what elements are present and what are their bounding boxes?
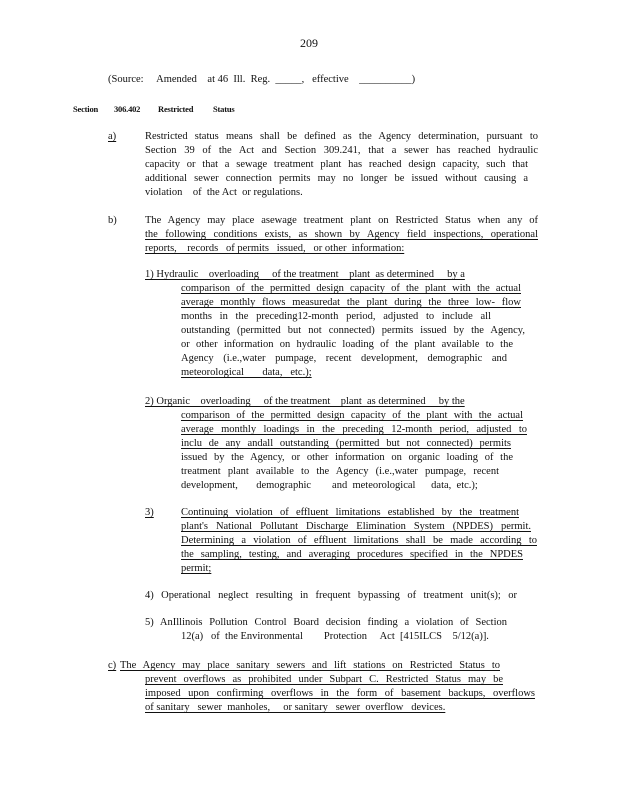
para-c-label: c) — [108, 660, 117, 671]
item-1-line: outstanding (permitted but not connected) permits issued by the Agency, — [181, 325, 525, 336]
item-3-line: the sampling, testing, and averaging procedures specified in the NPDES — [181, 549, 523, 560]
item-2-line: inclu de any andall outstanding (permitted but not connected) permits — [181, 438, 511, 449]
item-2-line: issued by the Agency, or other information on organic loading of the — [181, 452, 513, 463]
para-b-label: b) — [108, 215, 117, 226]
item-3-line: permit; — [181, 563, 212, 574]
source-note: (Source: Amended at 46 Ill. Reg. _____, effective __________) — [108, 74, 416, 85]
item-1-line: months in the preceding12-month period, adjusted to include all — [181, 311, 491, 322]
item-1-line: Agency (i.e.,water pumpage, recent development, demographic and — [181, 353, 507, 364]
para-b-line: The Agency may place asewage treatment plant on Restricted Status when any of — [145, 215, 538, 226]
section-number: 306.402 — [114, 104, 141, 114]
para-a-line: Restricted status means shall be defined as the Agency determination, pursuant to — [145, 131, 538, 142]
item-4-line: 4) Operational neglect resulting in frequent bypassing of treatment unit(s); or — [145, 590, 517, 601]
section-title-word-2: Status — [213, 104, 235, 114]
item-5-line: 12(a) of the Environmental Protection Act [415ILCS 5/12(a)]. — [181, 631, 489, 642]
item-1-line: meteorological data, etc.); — [181, 367, 312, 378]
item-3-label: 3) — [145, 507, 154, 518]
item-1-line: 1) Hydraulic overloading of the treatment plant as determined by a — [145, 269, 465, 280]
section-label: Section — [73, 104, 99, 114]
item-3-line: Determining a violation of effluent limitations shall be made according to — [181, 535, 537, 546]
para-a-line: additional sewer connection permits may no longer be issued without causing a — [145, 173, 528, 184]
para-c-line: imposed upon confirming overflows in the form of basement backups, overflows — [145, 688, 535, 699]
para-c-line: of sanitary sewer manholes, or sanitary sewer overflow devices. — [145, 702, 446, 713]
item-2-line: development, demographic and meteorological data, etc.); — [181, 480, 478, 491]
page-number: 209 — [300, 36, 318, 50]
item-5-line: 5) AnIllinois Pollution Control Board decision finding a violation of Section — [145, 617, 507, 628]
para-a-line: violation of the Act or regulations. — [145, 187, 303, 198]
para-c-line: prevent overflows as prohibited under Subpart C. Restricted Status may be — [145, 674, 503, 685]
para-c-line: The Agency may place sanitary sewers and lift stations on Restricted Status to — [120, 660, 500, 671]
para-a-line: capacity or that a sewage treatment plant has reached design capacity, such that — [145, 159, 528, 170]
item-1-line: average monthly flows measuredat the plant during the three low- flow — [181, 297, 521, 308]
item-2-line: treatment plant available to the Agency (i.e.,water pumpage, recent — [181, 466, 499, 477]
section-title-word-1: Restricted — [158, 104, 194, 114]
item-2-line: 2) Organic overloading of the treatment plant as determined by the — [145, 396, 465, 407]
item-2-line: comparison of the permitted design capacity of the plant with the actual — [181, 410, 523, 421]
para-b-line: the following conditions exists, as shown by Agency field inspections, operational — [145, 229, 538, 240]
para-a-line: Section 39 of the Act and Section 309.241, that a sewer has reached hydraulic — [145, 145, 538, 156]
item-3-line: Continuing violation of effluent limitations established by the treatment — [181, 507, 519, 518]
item-1-line: or other information on hydraulic loading of the plant available to the — [181, 339, 513, 350]
item-3-line: plant's National Pollutant Discharge Elimination System (NPDES) permit. — [181, 521, 531, 532]
item-2-line: average monthly loadings in the preceding 12-month period, adjusted to — [181, 424, 527, 435]
item-1-line: comparison of the permitted design capacity of the plant with the actual — [181, 283, 521, 294]
para-a-label: a) — [108, 131, 117, 142]
para-b-line: reports, records of permits issued, or other information: — [145, 243, 405, 254]
